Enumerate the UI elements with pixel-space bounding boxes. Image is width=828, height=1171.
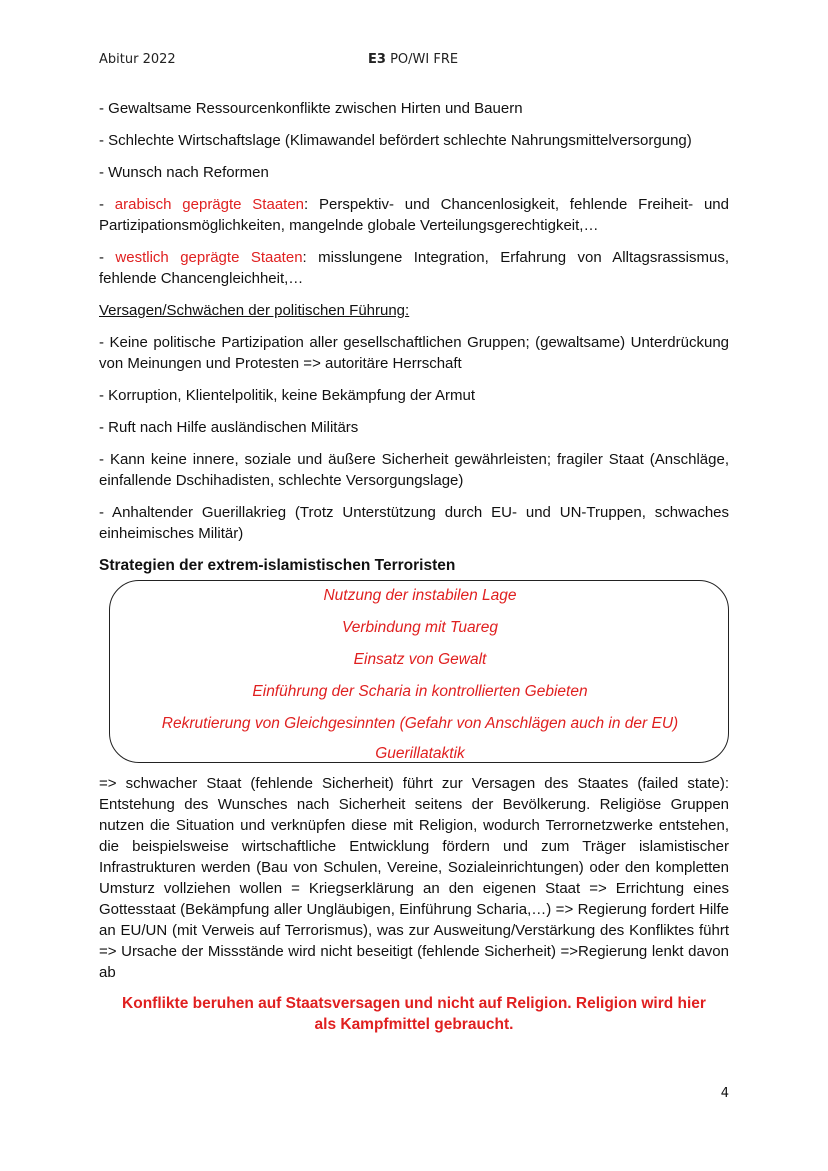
bullet-ressourcenkonflikte: - Gewaltsame Ressourcenkonflikte zwischen Hirten und Bauern bbox=[99, 100, 523, 117]
strategies-list bbox=[90, 584, 750, 774]
bullet-sicherheit: - Kann keine innere, soziale und äußere Sicherheit gewährleisten; fragiler Staat (Anschläge, einfallende Dschihadisten, schlechte Versorgungslage) bbox=[99, 451, 729, 489]
strategy-item: Rekrutierung von Gleichgesinnten (Gefahr von Anschlägen auch in der EU) bbox=[161, 715, 679, 732]
strategy-item: Einsatz von Gewalt bbox=[353, 651, 487, 668]
conclusion-line: Konflikte beruhen auf Staatsversagen und nicht auf Religion. Religion wird hier bbox=[122, 995, 706, 1012]
bullet-westliche-staaten bbox=[99, 247, 729, 289]
bullet-militaer: - Ruft nach Hilfe ausländischen Militärs bbox=[99, 419, 359, 436]
strategy-item: Einführung der Scharia in kontrollierten Gebieten bbox=[252, 683, 588, 700]
conclusion-line: als Kampfmittel gebraucht. bbox=[314, 1016, 514, 1033]
summary-paragraph: => schwacher Staat (fehlende Sicherheit) führt zur Versagen des Staates (failed state): Entstehung des Wunsches nach Sicherheit seitens der Bevölkerung. Religiöse Gruppen nutzen die Situation und verknüpfen diese mit Religion, wodurch Terrornetzwerke entstehen, die beispielsweise wirtschaftliche Entwicklung fördern und zum Träger islamistischer Infrastrukturen werden (Bau von Schulen, Vereine, Sozialeinrichtungen) oder den kompletten Umsturz vollziehen wollen = Kriegserklärung an den eigenen Staat => Errichtung eines Gottesstaat (Bekämpfung aller Ungläubigen, Einführung Scharia,…) => Regierung fordert Hilfe an EU/UN (mit Verweis auf Terrorismus), was zur Ausweitung/Verstärkung des Konfliktes führt => Ursache der Missstände wird nicht beseitigt (fehlende Sicherheit) =>Regierung lenkt davon ab bbox=[99, 775, 729, 981]
bullet-arabische-staaten bbox=[99, 194, 729, 236]
strategy-item: Nutzung der instabilen Lage bbox=[323, 587, 517, 604]
bullet-reformen: - Wunsch nach Reformen bbox=[99, 164, 269, 181]
bullet-partizipation: - Keine politische Partizipation aller gesellschaftlichen Gruppen; (gewaltsame) Unterdrückung von Meinungen und Protesten => autoritäre Herrschaft bbox=[99, 334, 729, 372]
bullet-wirtschaftslage: - Schlechte Wirtschaftslage (Klimawandel befördert schlechte Nahrungsmittelversorgung) bbox=[99, 132, 692, 149]
conclusion bbox=[99, 993, 729, 1035]
bullet-text: : misslungene Integration, Erfahrung von Alltagsrassismus, fehlende Chancengleichheit,… bbox=[99, 249, 729, 287]
strategy-item: Verbindung mit Tuareg bbox=[342, 619, 498, 636]
bullet-text: : Perspektiv- und Chancenlosigkeit, fehlende Freiheit- und Partizipationsmöglichkeiten, mangelnde globale Verteilungsgerechtigkeit,… bbox=[99, 196, 729, 234]
page-number: 4 bbox=[720, 1086, 729, 1101]
bullet-guerillakrieg: - Anhaltender Guerillakrieg (Trotz Unterstützung durch EU- und UN-Truppen, schwaches einheimisches Militär) bbox=[99, 504, 729, 542]
bullet-korruption: - Korruption, Klientelpolitik, keine Bekämpfung der Armut bbox=[99, 387, 476, 404]
strategy-item: Guerillataktik bbox=[375, 745, 465, 762]
header-course-rest: PO/WI FRE bbox=[385, 52, 459, 67]
highlight-westliche-staaten: westlich geprägte Staaten bbox=[115, 249, 303, 266]
strategies-heading: Strategien der extrem-islamistischen Terroristen bbox=[99, 557, 456, 574]
subheading-versagen: Versagen/Schwächen der politischen Führung: bbox=[99, 302, 410, 319]
bullet-prefix: - bbox=[99, 196, 115, 213]
bullet-prefix: - bbox=[99, 249, 116, 266]
highlight-arabische-staaten: arabisch geprägte Staaten bbox=[114, 196, 305, 213]
page-content bbox=[99, 98, 729, 1035]
header-course bbox=[368, 52, 458, 67]
strategies-box bbox=[109, 580, 729, 763]
header-course-code: E3 bbox=[368, 52, 386, 67]
header-left: Abitur 2022 bbox=[99, 52, 176, 67]
